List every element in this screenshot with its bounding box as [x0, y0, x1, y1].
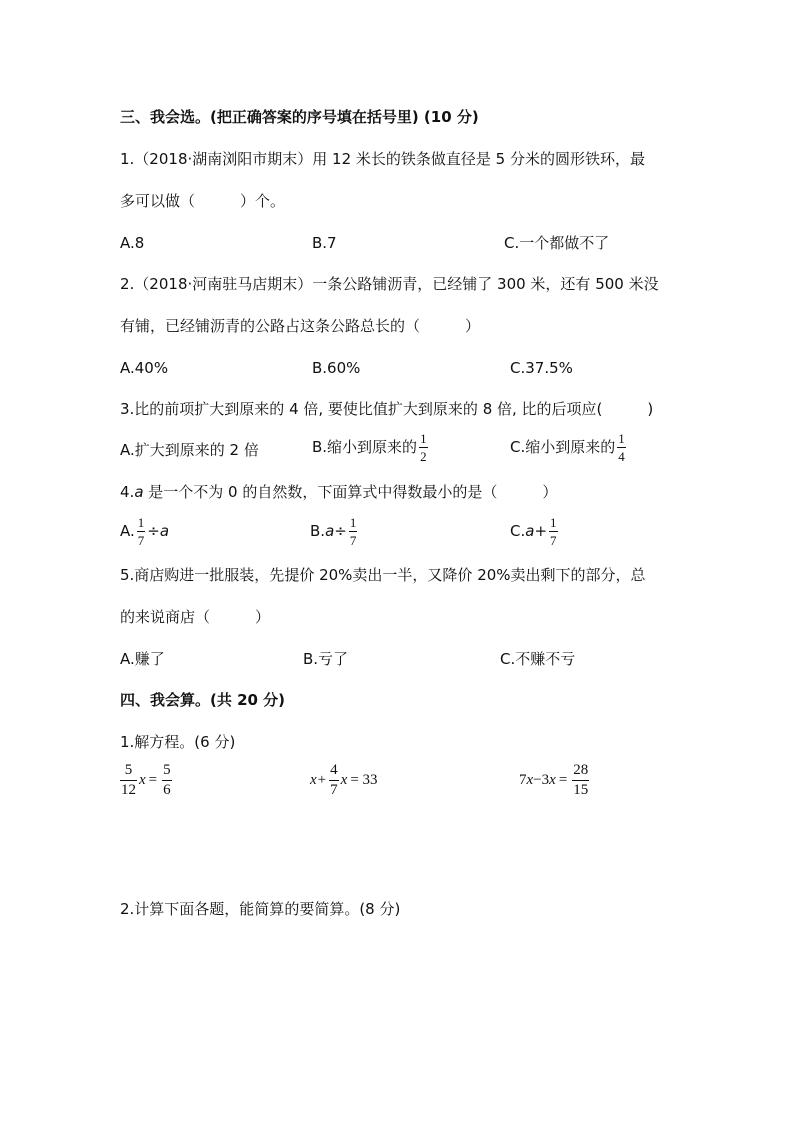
equation-3 [519, 763, 591, 798]
q1-option-b[interactable]: B.7 [312, 234, 337, 252]
q3-option-c-fraction [617, 432, 626, 463]
equation-3-rhs [572, 763, 589, 798]
fraction-denominator: 7 [137, 533, 145, 548]
q3-option-a[interactable]: A.扩大到原来的 2 倍 [120, 441, 259, 459]
q4-option-c-variable: a [525, 522, 535, 540]
equation-1-variable: x [139, 772, 146, 788]
fraction-denominator: 2 [420, 449, 427, 464]
equation-1 [118, 763, 174, 798]
q2-line2: 有铺，已经铺沥青的公路占这条公路总长的（ ） [120, 317, 481, 335]
equation-2-coefficient [329, 763, 339, 798]
s4-q1-label: 1.解方程。(6 分) [120, 733, 236, 751]
q5-line1: 5.商店购进一批服装，先提价 20%卖出一半，又降价 20%卖出剩下的部分，总 [120, 566, 646, 584]
equation-1-rhs [162, 763, 172, 798]
q4-option-a[interactable] [120, 516, 169, 547]
q1-line2: 多可以做（ ）个。 [120, 192, 286, 210]
q3-option-c[interactable] [510, 432, 628, 463]
q4-line1 [120, 485, 557, 500]
q3-line1: 3.比的前项扩大到原来的 4 倍, 要使比值扩大到原来的 8 倍, 比的后项应( ) [120, 400, 654, 418]
q4-option-a-fraction [137, 516, 146, 547]
q4-option-c-operator: + [534, 522, 548, 540]
q4-option-b-variable: a [325, 522, 335, 540]
q1-option-c[interactable]: C.一个都做不了 [504, 234, 610, 252]
q4-option-a-variable: a [159, 522, 170, 540]
q3-option-b-text: B.缩小到原来的 [312, 438, 418, 456]
equation-2-variable-2: x [340, 772, 348, 788]
section4-title: 四、我会算。(共 20 分) [120, 691, 286, 709]
section3-title: 三、我会选。(把正确答案的序号填在括号里) (10 分) [120, 108, 479, 126]
equation-1-coefficient [120, 763, 137, 798]
q5-option-c[interactable]: C.不赚不亏 [500, 650, 576, 668]
fraction-denominator: 4 [618, 449, 625, 464]
q3-option-c-text: C.缩小到原来的 [510, 438, 616, 456]
fraction-denominator: 6 [163, 782, 171, 798]
q4-option-c[interactable] [510, 516, 560, 547]
q5-option-a[interactable]: A.赚了 [120, 650, 165, 668]
fraction-denominator: 7 [349, 533, 357, 548]
q3-option-b[interactable] [312, 432, 430, 463]
q4-option-c-label: C. [510, 522, 526, 540]
q2-option-a[interactable]: A.40% [120, 359, 169, 377]
equation-3-variable-2: x [549, 772, 556, 788]
fraction-denominator: 12 [121, 782, 136, 798]
fraction-numerator: 1 [420, 431, 427, 446]
fraction-numerator: 5 [163, 762, 171, 778]
fraction-numerator: 1 [550, 515, 557, 530]
q4-text: 是一个不为 0 的自然数，下面算式中得数最小的是（ ） [143, 483, 558, 501]
fraction-numerator: 28 [573, 762, 589, 778]
fraction-denominator: 7 [330, 782, 338, 798]
s4-q2-label: 2.计算下面各题，能简算的要简算。(8 分) [120, 900, 401, 918]
q4-option-b[interactable] [310, 516, 359, 547]
fraction-denominator: 7 [550, 533, 557, 548]
q2-option-b[interactable]: B.60% [312, 359, 361, 377]
equation-2-variable-1: x [310, 772, 317, 788]
q4-option-b-label: B. [310, 522, 326, 540]
q4-option-b-operator: ÷ [334, 522, 347, 540]
q4-option-c-fraction [549, 516, 558, 547]
q2-option-c[interactable]: C.37.5% [510, 359, 573, 377]
fraction-numerator: 4 [330, 762, 338, 778]
q4-option-b-fraction [349, 516, 358, 547]
q5-option-b[interactable]: B.亏了 [303, 650, 349, 668]
fraction-numerator: 1 [137, 515, 145, 530]
fraction-numerator: 1 [618, 431, 625, 446]
equation-3-variable-1: x [526, 772, 534, 788]
q3-option-b-fraction [419, 432, 428, 463]
q2-line1: 2.（2018·河南驻马店期末）一条公路铺沥青，已经铺了 300 米，还有 500 米没 [120, 275, 659, 293]
fraction-numerator: 5 [124, 762, 133, 778]
equation-3-minus: −3 [533, 772, 550, 788]
equation-2 [310, 763, 378, 798]
q4-option-a-label: A. [120, 522, 135, 540]
q1-option-a[interactable]: A.8 [120, 234, 145, 252]
equation-2-rhs: = 33 [350, 772, 378, 788]
equation-1-equals: = [148, 772, 158, 788]
equation-3-lhs: 7 [519, 772, 527, 788]
equation-2-plus: + [317, 772, 327, 788]
fraction-denominator: 15 [573, 782, 589, 798]
q4-variable: a [134, 483, 144, 501]
q4-option-a-operator: ÷ [147, 522, 160, 540]
fraction-numerator: 1 [349, 515, 357, 530]
equation-3-equals: = [558, 772, 568, 788]
q1-line1: 1.（2018·湖南浏阳市期末）用 12 米长的铁条做直径是 5 分米的圆形铁环，最 [120, 150, 645, 168]
q5-line2: 的来说商店（ ） [120, 608, 271, 626]
q4-number: 4. [120, 483, 135, 501]
